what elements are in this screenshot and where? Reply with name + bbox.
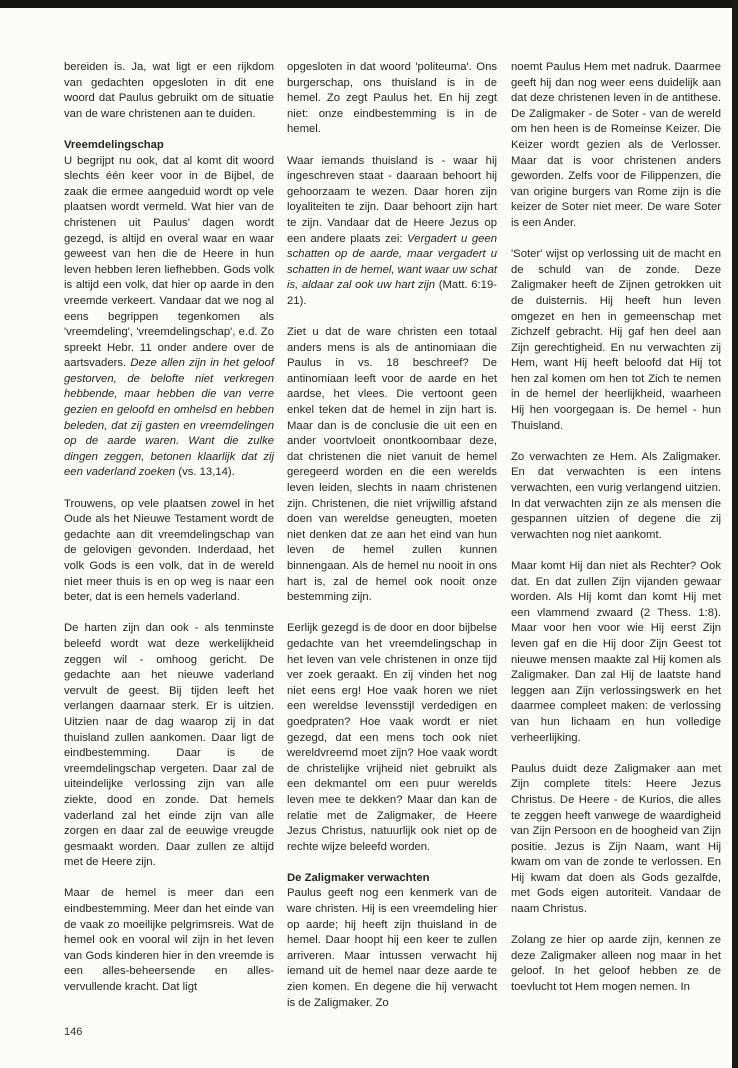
column-right <box>511 60 721 996</box>
paragraph <box>64 154 274 481</box>
text-run: (vs. 13,14). <box>175 466 235 479</box>
scripture-quote: Deze allen zijn in het geloof gestorven, de belofte niet verkregen hebbende, maar hebben die van verre gezien en geloofd en omhelsd en hebben beleden, dat zij gasten en vreemdelingen op de aarde waren. Want die zulke dingen zeggen, betonen klaarlijk dat zij een vaderland zoeken <box>64 357 274 479</box>
paragraph <box>287 154 497 310</box>
scripture-quote: Vergadert u geen schatten op de aarde, maar vergadert u schatten in de hemel, want waar uw schat is, aldaar zal ook uw hart zijn <box>287 232 497 292</box>
text-run: U begrijpt nu ook, dat al komt dit woord slechts één keer voor in de Bijbel, de zaak die ermee aangeduid wordt op vele plaatsen wordt vermeld. Wat hier van de christenen uit Paulus' dagen wordt gezegd, is altijd en overal waar en waar geweest van hen die de Heere in hun leven hebben leren liefhebben. Gods volk is altijd een volk, dat hier op aarde in den vreemde verkeert. Vandaar dat we nog al eens begrippen tegenkomen als 'vreemdeling', 'vreemdelingschap', e.d. Zo spreekt Hebr. 11 onder andere over de aartsvaders. <box>64 154 274 370</box>
paragraph: opgesloten in dat woord 'politeuma'. Ons burgerschap, ons thuisland is in de hemel. Zo zegt Paulus het. En hij zegt niet: onze eindbestemming is in de hemel. <box>287 61 497 136</box>
section-heading-zaligmaker: De Zaligmaker verwachten <box>287 871 430 884</box>
paragraph: De harten zijn dan ook - als tenminste beleefd wordt wat deze werkelijkheid zeggen wil - omhoog gericht. De gedachte aan het nieuwe vaderland vervult de geest. Bij tijden leeft het verlangen daarnaar sterk. Er is uitzien. Uitzien naar de dag waarop zij in dat thuisland zullen aankomen. Daar ligt de eindbestemming. Daar is de vreemdelingschap vergeten. Daar zal de uiteindelijke verlossing zijn van alle ziekte, dood en zonde. Dat hemels vaderland zal het einde zijn van alle zorgen en daar zal de eeuwige vreugde gesmaakt worden. Daar zullen ze altijd met de Heere zijn. <box>64 622 274 869</box>
paragraph: Zolang ze hier op aarde zijn, kennen ze deze Zaligmaker alleen nog maar in het geloof. In het geloof hebben ze de toevlucht tot Hem mogen nemen. In <box>511 934 721 994</box>
text-run: Waar iemands thuisland is - waar hij ingeschreven staat - daaraan behoort hij gehoorzaam te wezen. Daar horen zijn loyaliteiten te zijn. Daar behoort zijn hart te zijn. Vandaar dat de Heere Jezus op een andere plaats zei: <box>287 154 497 245</box>
paragraph: Maar komt Hij dan niet als Rechter? Ook dat. En dat zullen Zijn vijanden gewaar worden. Als Hij komt dan komt Hij met een vlammend zwaard (2 Thess. 1:8). Maar voor hen voor wie Hij eerst Zijn leven gaf en die Hij door Zijn Geest tot nieuwe mensen maakte zal Hij komen als Zaligmaker. Dan zal Hij de laatste hand leggen aan Zijn verlossingswerk en het daarmee compleet maken: de verlossing van hun lichaam en hun volledige verheerlijking. <box>511 560 721 744</box>
scan-right-edge <box>732 0 738 1068</box>
paragraph: Maar de hemel is meer dan een eindbestemming. Meer dan het einde van de vaak zo moeilijke pelgrimsreis. Wat de hemel ook en vooral wil zijn in het leven van Gods kinderen hier in den vreemde is een alles-beheersende en alles-vervullende kracht. Dat ligt <box>64 887 274 994</box>
book-page <box>0 8 732 1068</box>
paragraph: Trouwens, op vele plaatsen zowel in het Oude als het Nieuwe Testament wordt de gedachte aan dit vreemdelingschap van de gelovigen gevonden. Inderdaad, het volk Gods is een volk, dat in de wereld niet meer thuis is en op weg is naar een beter, dat is een hemels vaderland. <box>64 497 274 604</box>
paragraph: Ziet u dat de ware christen een totaal anders mens is als de antinomiaan die Paulus in vs. 18 beschreef? De antinomiaan leeft voor de aarde en het aardse, het vlees. Die vertoont geen enkel teken dat de hemel in zijn hart is. Maar dan is de conclusie die uit een en ander voortvloeit onontkoombaar deze, dat christenen die niet vanuit de hemel geregeerd worden en die een werelds leven leiden, slechts in naam christenen zijn. Christenen, die niet vrijwillig afstand doen van wereldse geneugten, moeten niet denken dat ze aan het eind van hun leven de hemel zullen kunnen binnengaan. Als de hemel nu nooit in ons hart is, zal de hemel ook nooit onze bestemming zijn. <box>287 326 497 604</box>
column-middle <box>287 60 497 1011</box>
scan-top-edge <box>0 0 738 8</box>
column-left <box>64 60 274 996</box>
section-heading-vreemdelingschap: Vreemdelingschap <box>64 138 164 151</box>
paragraph: Paulus geeft nog een kenmerk van de ware christen. Hij is een vreemdeling hier op aarde; hij heeft zijn thuisland in de hemel. Daar hoopt hij een keer te zullen arriveren. Maar intussen verwacht hij iemand uit de hemel naar deze aarde te zien komen. En degene die hij verwacht is de Zaligmaker. Zo <box>287 887 497 1009</box>
paragraph: Eerlijk gezegd is de door en door bijbelse gedachte van het vreemdelingschap in het leven van vele christenen in onze tijd ver zoek geraakt. En zij vinden het nog niet eens erg! Hoe vaak horen we niet een wereldse levensstijl verdedigen en goedpraten? Hoe vaak wordt er niet gezegd, dat een mens toch ook niet wereldvreemd moet zijn? Hoe vaak wordt de christelijke vrijheid niet gebruikt als een dekmantel om een puur werelds leven mee te dekken? Maar dan kan de relatie met de Zaligmaker, de Heere Jezus Christus, natuurlijk ook niet op de rechte wijze beleefd worden. <box>287 622 497 853</box>
text-run: (Matt. 6:19-21). <box>287 279 498 307</box>
paragraph: noemt Paulus Hem met nadruk. Daarmee geeft hij dan nog weer eens duidelijk aan dat deze christenen leven in de antithese. De Zaligmaker - de Soter - van de wereld om hen heen is de Romeinse Keizer. Die Keizer wordt gezien als de Verlosser. Maar dat is voor christenen anders geworden. Zelfs voor de Filippenzen, die van origine burgers van Rome zijn is die keizer de Soter niet meer. De ware Soter is een Ander. <box>511 61 721 229</box>
paragraph: bereiden is. Ja, wat ligt er een rijkdom van gedachten opgesloten in dit ene woord dat Paulus gebruikt om de situatie van de ware christenen aan te duiden. <box>64 61 274 120</box>
page-number: 146 <box>64 1026 83 1038</box>
paragraph: Paulus duidt deze Zaligmaker aan met Zijn complete titels: Heere Jezus Christus. De Heere - de Kurios, die alles te zeggen heeft vanwege de waardigheid van Zijn Persoon en de hoogheid van Zijn positie. Jezus is Zijn Naam, want Hij kwam om van de zonde te verlossen. En Hij kwam dat doen als Gods gezalfde, met Gods eigen autoriteit. Vandaar de naam Christus. <box>511 762 721 916</box>
paragraph: Zo verwachten ze Hem. Als Zaligmaker. En dat verwachten is een intens verwachten, een vurig verlangend uitzien. In dat verwachten zijn ze als mensen die gespannen uitzien of degene die zij verwachten nog niet aankomt. <box>511 450 721 541</box>
paragraph: 'Soter' wijst op verlossing uit de macht en de schuld van de zonde. Deze Zaligmaker heeft de Zijnen getrokken uit de duisternis. Hij heeft hun leven omgezet en hen in gemeenschap met Zichzelf gebracht. Hij gaf hen deel aan Zijn gerechtigheid. En nu verwachten zij Hem, want Hij heeft beloofd dat Hij tot hen zal komen om hen tot Zich te nemen in de hemel der heerlijkheid, waarheen Hij hen voorgegaan is. De hemel - hun Thuisland. <box>511 248 721 432</box>
